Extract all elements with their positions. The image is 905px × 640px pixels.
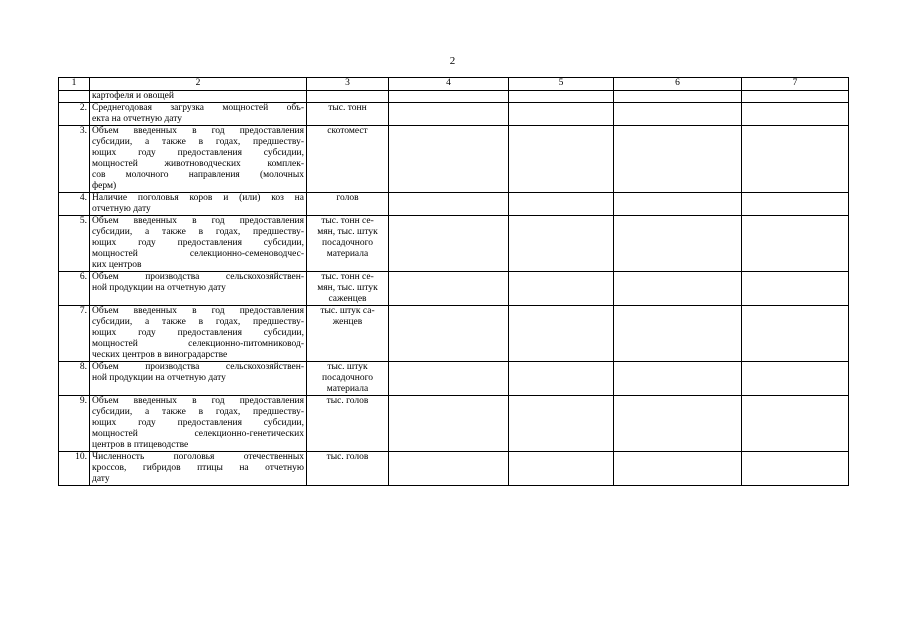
row-description [90, 216, 307, 272]
value-cell [509, 103, 614, 126]
column-header: 2 [90, 78, 307, 91]
value-cell [614, 362, 742, 396]
row-number: 4. [59, 193, 90, 216]
value-cell [509, 362, 614, 396]
description-line: кроссов, гибридов птицы на отчетную [92, 463, 304, 473]
value-cell [509, 126, 614, 193]
description-line: ющих году предоставления субсидии, [92, 238, 304, 248]
value-cell [742, 452, 849, 486]
description-line: мощностей животноводческих комплек- [92, 159, 304, 169]
description-line: субсидии, а также в годах, предшеству- [92, 407, 304, 417]
value-cell [614, 216, 742, 272]
unit-line: тыс. тонн се- [321, 272, 374, 282]
row-number: 5. [59, 216, 90, 272]
column-header: 1 [59, 78, 90, 91]
unit-line: материала [326, 384, 369, 394]
value-cell [614, 396, 742, 452]
value-cell [389, 272, 509, 306]
description-line: мощностей селекционно-питомниковод- [92, 339, 304, 349]
unit-line: посадочного [322, 238, 373, 248]
description-line: Объем введенных в год предоставления [92, 396, 304, 406]
row-number: 2. [59, 103, 90, 126]
table-row [59, 126, 849, 193]
value-cell [389, 103, 509, 126]
value-cell [509, 91, 614, 103]
table-row [59, 272, 849, 306]
unit-line: тыс. голов [326, 396, 369, 406]
value-cell [389, 396, 509, 452]
description-line: ческих центров в виноградарстве [92, 350, 228, 360]
continuation-row [59, 91, 849, 103]
row-unit [307, 452, 389, 486]
row-unit [307, 126, 389, 193]
description-line: Объем введенных в год предоставления [92, 126, 304, 136]
table-row [59, 306, 849, 362]
column-header: 7 [742, 78, 849, 91]
row-description [90, 362, 307, 396]
row-description [90, 91, 307, 103]
value-cell [614, 452, 742, 486]
unit-line: материала [326, 249, 369, 259]
value-cell [389, 126, 509, 193]
description-line: центров в птицеводстве [92, 440, 189, 450]
description-line: ной продукции на отчетную дату [92, 373, 226, 383]
row-unit [307, 91, 389, 103]
value-cell [389, 452, 509, 486]
value-cell [614, 103, 742, 126]
description-line: дату [92, 474, 110, 484]
row-number: 10. [59, 452, 90, 486]
description-line: Численность поголовья отечественных [92, 452, 304, 462]
description-line: ющих году предоставления субсидии, [92, 418, 304, 428]
description-line: екта на отчетную дату [92, 114, 183, 124]
row-description [90, 396, 307, 452]
column-header: 6 [614, 78, 742, 91]
unit-line: посадочного [322, 373, 373, 383]
unit-line: тыс. штук са- [320, 306, 375, 316]
unit-line: тыс. тонн [328, 103, 367, 113]
row-description [90, 306, 307, 362]
row-number: 9. [59, 396, 90, 452]
value-cell [742, 362, 849, 396]
value-cell [742, 126, 849, 193]
header-row [59, 78, 849, 91]
report-table [58, 77, 849, 486]
description-line: субсидии, а также в годах, предшеству- [92, 227, 304, 237]
value-cell [509, 396, 614, 452]
value-cell [509, 306, 614, 362]
row-number [59, 91, 90, 103]
table-row [59, 452, 849, 486]
value-cell [614, 193, 742, 216]
description-line: Объем производства сельскохозяйствен- [92, 272, 304, 282]
description-line: картофеля и овощей [92, 91, 174, 101]
description-line: ферм) [92, 181, 117, 191]
description-line: мощностей селекционно-генетических [92, 429, 304, 439]
value-cell [509, 272, 614, 306]
description-line: субсидии, а также в годах, предшеству- [92, 317, 304, 327]
row-number: 3. [59, 126, 90, 193]
description-line: мощностей селекционно-семеноводчес- [92, 249, 304, 259]
row-unit [307, 396, 389, 452]
row-description [90, 126, 307, 193]
unit-line: мян, тыс. штук [317, 283, 378, 293]
row-unit [307, 272, 389, 306]
column-header: 3 [307, 78, 389, 91]
value-cell [742, 306, 849, 362]
row-number: 6. [59, 272, 90, 306]
value-cell [389, 306, 509, 362]
description-line: субсидии, а также в годах, предшеству- [92, 137, 304, 147]
value-cell [742, 216, 849, 272]
table-row [59, 362, 849, 396]
row-unit [307, 103, 389, 126]
row-description [90, 103, 307, 126]
row-number: 8. [59, 362, 90, 396]
table-body [59, 91, 849, 486]
row-description [90, 193, 307, 216]
description-line: ной продукции на отчетную дату [92, 283, 226, 293]
unit-line: тыс. тонн се- [321, 216, 374, 226]
value-cell [742, 91, 849, 103]
value-cell [742, 272, 849, 306]
value-cell [614, 306, 742, 362]
row-unit [307, 306, 389, 362]
value-cell [742, 103, 849, 126]
description-line: Наличие поголовья коров и (или) коз на [92, 193, 304, 203]
column-header: 4 [389, 78, 509, 91]
description-line: Объем введенных в год предоставления [92, 216, 304, 226]
row-unit [307, 362, 389, 396]
value-cell [509, 452, 614, 486]
description-line: Объем производства сельскохозяйствен- [92, 362, 304, 372]
row-number: 7. [59, 306, 90, 362]
value-cell [389, 91, 509, 103]
unit-line: саженцев [328, 294, 367, 304]
description-line: отчетную дату [92, 204, 151, 214]
description-line: Объем введенных в год предоставления [92, 306, 304, 316]
table-row [59, 193, 849, 216]
value-cell [389, 216, 509, 272]
column-header: 5 [509, 78, 614, 91]
value-cell [509, 216, 614, 272]
row-description [90, 272, 307, 306]
value-cell [389, 362, 509, 396]
description-line: ких центров [92, 260, 142, 270]
description-line: Среднегодовая загрузка мощностей объ- [92, 103, 304, 113]
description-line: ющих году предоставления субсидии, [92, 328, 304, 338]
table-row [59, 103, 849, 126]
value-cell [614, 91, 742, 103]
unit-line: тыс. голов [326, 452, 369, 462]
row-description [90, 452, 307, 486]
value-cell [614, 272, 742, 306]
unit-line: скотомест [327, 126, 368, 136]
table-row [59, 396, 849, 452]
page-number: 2 [449, 55, 456, 67]
unit-line: голов [336, 193, 359, 203]
value-cell [742, 193, 849, 216]
value-cell [389, 193, 509, 216]
row-unit [307, 193, 389, 216]
unit-line: тыс. штук [327, 362, 368, 372]
description-line: сов молочного направления (молочных [92, 170, 304, 180]
value-cell [509, 193, 614, 216]
unit-line: женцев [332, 317, 363, 327]
value-cell [742, 396, 849, 452]
table-row [59, 216, 849, 272]
value-cell [614, 126, 742, 193]
row-unit [307, 216, 389, 272]
description-line: ющих году предоставления субсидии, [92, 148, 304, 158]
unit-line: мян, тыс. штук [317, 227, 378, 237]
